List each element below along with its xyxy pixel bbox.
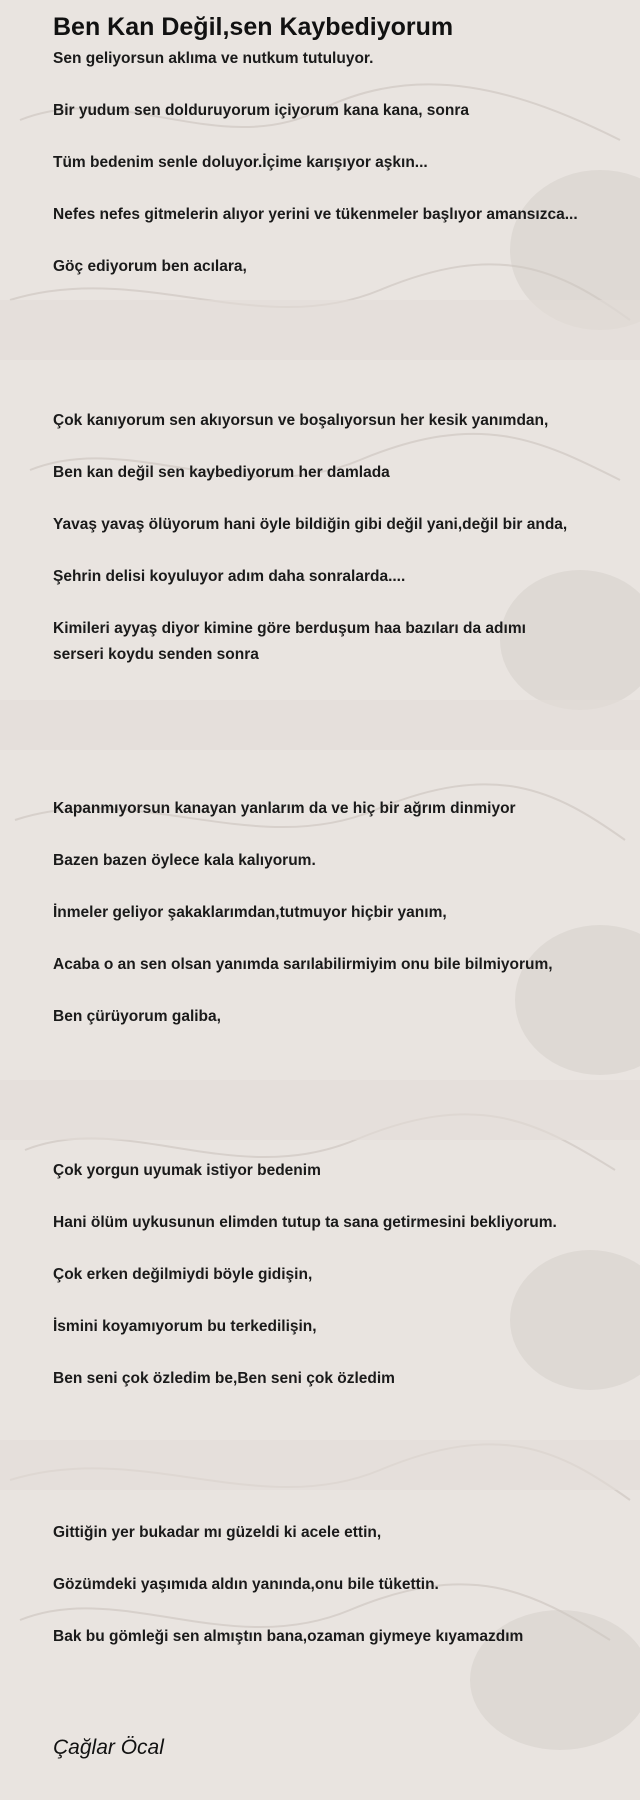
poem-line: Gözümdeki yaşımıda aldın yanında,onu bile tükettin. — [53, 1576, 439, 1593]
poem-line: Yavaş yavaş ölüyorum hani öyle bildiğin gibi değil yani,değil bir anda, — [53, 516, 568, 533]
poem-line: Kapanmıyorsun kanayan yanlarım da ve hiç bir ağrım dinmiyor — [53, 800, 516, 817]
stanza-4 — [53, 1158, 640, 1392]
poem-line: Ben seni çok özledim be,Ben seni çok özledim — [53, 1370, 395, 1387]
poem-line: Ben kan değil sen kaybediyorum her damlada — [53, 464, 390, 481]
poem-line: Acaba o an sen olsan yanımda sarılabilirmiyim onu bile bilmiyorum, — [53, 956, 553, 973]
poem-line: Kimileri ayyaş diyor kimine göre berduşum haa bazıları da adımı serseri koydu senden sonra — [53, 620, 526, 663]
stanza-2 — [53, 408, 640, 668]
poem-line: Bir yudum sen dolduruyorum içiyorum kana kana, sonra — [53, 102, 470, 119]
poem-line: Nefes nefes gitmelerin alıyor yerini ve tükenmeler başlıyor amansızca... — [53, 206, 578, 223]
poem-line: Bak bu gömleği sen almıştın bana,ozaman giymeye kıyamazdım — [53, 1628, 524, 1645]
stanza-3 — [53, 796, 640, 1030]
stanza-1 — [53, 46, 640, 280]
poem-line: Tüm bedenim senle doluyor.İçime karışıyor aşkın... — [53, 154, 428, 171]
poem-line: Sen geliyorsun aklıma ve nutkum tutuluyor. — [53, 50, 374, 67]
poem-line: Gittiğin yer bukadar mı güzeldi ki acele ettin, — [53, 1524, 382, 1541]
poem-line: Göç ediyorum ben acılara, — [53, 258, 247, 275]
poem-line: Hani ölüm uykusunun elimden tutup ta sana getirmesini bekliyorum. — [53, 1214, 557, 1231]
poem-line: Şehrin delisi koyuluyor adım daha sonralarda.... — [53, 568, 406, 585]
poem-author: Çağlar Öcal — [53, 1736, 164, 1759]
poem-line: Çok kanıyorum sen akıyorsun ve boşalıyorsun her kesik yanımdan, — [53, 412, 549, 429]
poem-line: Çok yorgun uyumak istiyor bedenim — [53, 1162, 321, 1179]
stanza-5 — [53, 1520, 640, 1650]
poem-line: Ben çürüyorum galiba, — [53, 1008, 221, 1025]
poem-line: İsmini koyamıyorum bu terkedilişin, — [53, 1318, 317, 1335]
poem-title: Ben Kan Değil,sen Kaybediyorum — [53, 13, 454, 41]
poem-line: Bazen bazen öylece kala kalıyorum. — [53, 852, 316, 869]
poem-line: Çok erken değilmiydi böyle gidişin, — [53, 1266, 313, 1283]
poem-line: İnmeler geliyor şakaklarımdan,tutmuyor hiçbir yanım, — [53, 904, 447, 921]
